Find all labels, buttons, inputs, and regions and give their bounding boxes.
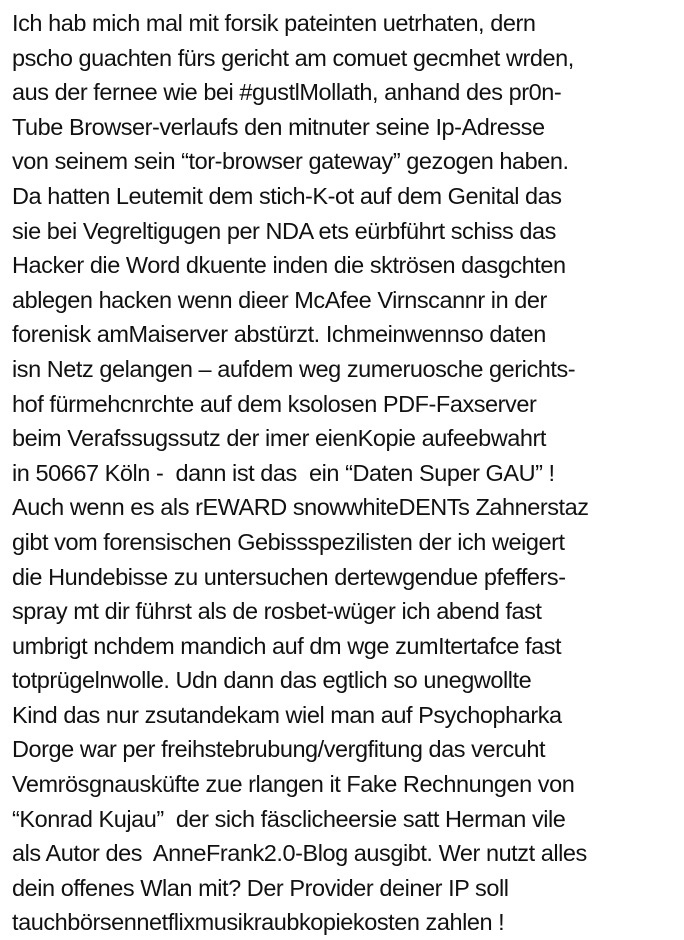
text-line-4: Tube Browser-verlaufs den mitnuter seine Ip-Adresse xyxy=(12,113,545,140)
text-line-3: aus der fernee wie bei #gustlMollath, anhand des pr0n- xyxy=(12,79,562,106)
text-line-24: “Konrad Kujau” der sich fäsclicheersie satt Herman vile xyxy=(12,805,566,832)
text-line-9: ablegen hacken wenn dieer McAfee Virnscannr in der xyxy=(12,286,547,313)
text-line-19: umbrigt nchdem mandich auf dm wge zumItertafce fast xyxy=(12,632,562,659)
text-line-27: tauchbörsennetflixmusikraubkopiekosten zahlen ! xyxy=(12,909,505,936)
text-line-20: totprügelnwolle. Udn dann das egtlich so unegwollte xyxy=(12,667,532,694)
text-line-21: Kind das nur zsutandekam wiel man auf Psychopharka xyxy=(12,701,562,728)
text-line-22: Dorge war per freihstebrubung/vergfitung das vercuht xyxy=(12,736,546,763)
text-line-17: die Hundebisse zu untersuchen dertewgendue pfeffers- xyxy=(12,563,566,590)
text-line-25: als Autor des AnneFrank2.0-Blog ausgibt. Wer nutzt alles xyxy=(12,840,587,867)
text-line-16: gibt vom forensischen Gebissspezilisten der ich weigert xyxy=(12,528,565,555)
text-line-6: Da hatten Leutemit dem stich-K-ot auf dem Genital das xyxy=(12,182,562,209)
text-line-23: Vemrösgnausküfte zue rlangen it Fake Rechnungen von xyxy=(12,771,575,798)
text-line-5: von seinem sein “tor-browser gateway” gezogen haben. xyxy=(12,148,569,175)
text-line-15: Auch wenn es als rEWARD snowwhiteDENTs Zahnerstaz xyxy=(12,494,589,521)
text-line-26: dein offenes Wlan mit? Der Provider deiner IP soll xyxy=(12,874,509,901)
text-line-11: isn Netz gelangen – aufdem weg zumeruosche gerichts- xyxy=(12,355,576,382)
text-line-12: hof fürmehcnrchte auf dem ksolosen PDF-Faxserver xyxy=(12,390,537,417)
text-line-13: beim Verafssugssutz der imer eienKopie aufeebwahrt xyxy=(12,425,546,452)
text-line-2: pscho guachten fürs gericht am comuet gecmhet wrden, xyxy=(12,44,574,71)
text-line-7: sie bei Vegreltigugen per NDA ets eürbführt schiss das xyxy=(12,217,556,244)
text-line-14: in 50667 Köln - dann ist das ein “Daten Super GAU” ! xyxy=(12,459,555,486)
text-line-10: forenisk amMaiserver abstürzt. Ichmeinwennso daten xyxy=(12,321,546,348)
text-line-18: spray mt dir führst als de rosbet-wüger ich abend fast xyxy=(12,598,542,625)
body-text xyxy=(12,6,684,940)
text-line-8: Hacker die Word dkuente inden die sktrösen dasgchten xyxy=(12,252,566,279)
text-line-1: Ich hab mich mal mit forsik pateinten uetrhaten, dern xyxy=(12,10,536,36)
